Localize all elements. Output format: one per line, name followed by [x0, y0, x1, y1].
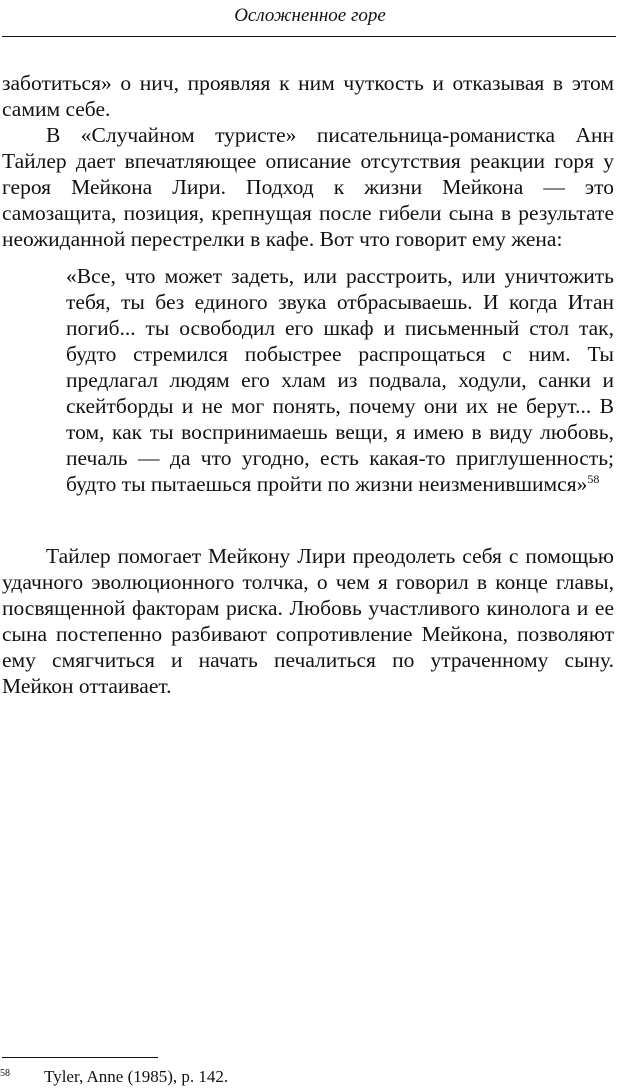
quote-paragraph — [66, 263, 614, 497]
paragraph-continuation — [2, 70, 614, 122]
footnote-marker: 58 — [0, 1068, 10, 1079]
header-rule — [2, 36, 616, 37]
paragraph-text: Тайлер помогает Мейкону Лири преодолеть себя с помощью удачного эволюционного толчка, о чем я говорил в конце главы, посвященной факторам риска. Любовь участливого кинолога и ее сына постепенно разбивают сопротивление Мейкона, позволяют ему смягчиться и начать печалиться по утраченному сыну. Мейкон оттаивает. — [2, 544, 614, 698]
footnote-rule — [2, 1057, 158, 1058]
quote-text: «Все, что может задеть, или расстроить, или уничтожить тебя, ты без единого звука отбрасываешь. И когда Итан погиб... ты освободил его шкаф и письменный стол так, будто стремился побыстрее распрощаться с ним. Ты предлагал людям его хлам из подвала, ходули, санки и скейтборды и не мог понять, почему они их не берут... В том, как ты воспринимаешь вещи, я имею в виду любовь, печаль — да что угодно, есть какая-то приглушенность; будто ты пытаешься пройти по жизни неизменившимся» — [66, 264, 614, 496]
running-head: Осложненное горе — [234, 5, 386, 26]
paragraph-text: В «Случайном туристе» писательница-романистка Анн Тайлер дает впечатляющее описание отсутствия реакции горя у героя Мейкона Лири. Подход к жизни Мейкона — это самозащита, позиция, крепнущая после гибели сына в результате неожиданной перестрелки в кафе. Вот что говорит ему жена: — [2, 123, 614, 251]
block-quote — [66, 263, 614, 497]
footnote-text: Tyler, Anne (1985), p. 142. — [44, 1067, 229, 1086]
paragraph-tyler-conclusion — [2, 543, 614, 699]
paragraph-text: заботиться» о нич, проявляя к ним чуткость и отказывая в этом самим себе. — [2, 71, 614, 121]
footnote-reference: 58 — [587, 471, 600, 486]
paragraph-tyler-intro — [2, 122, 614, 252]
